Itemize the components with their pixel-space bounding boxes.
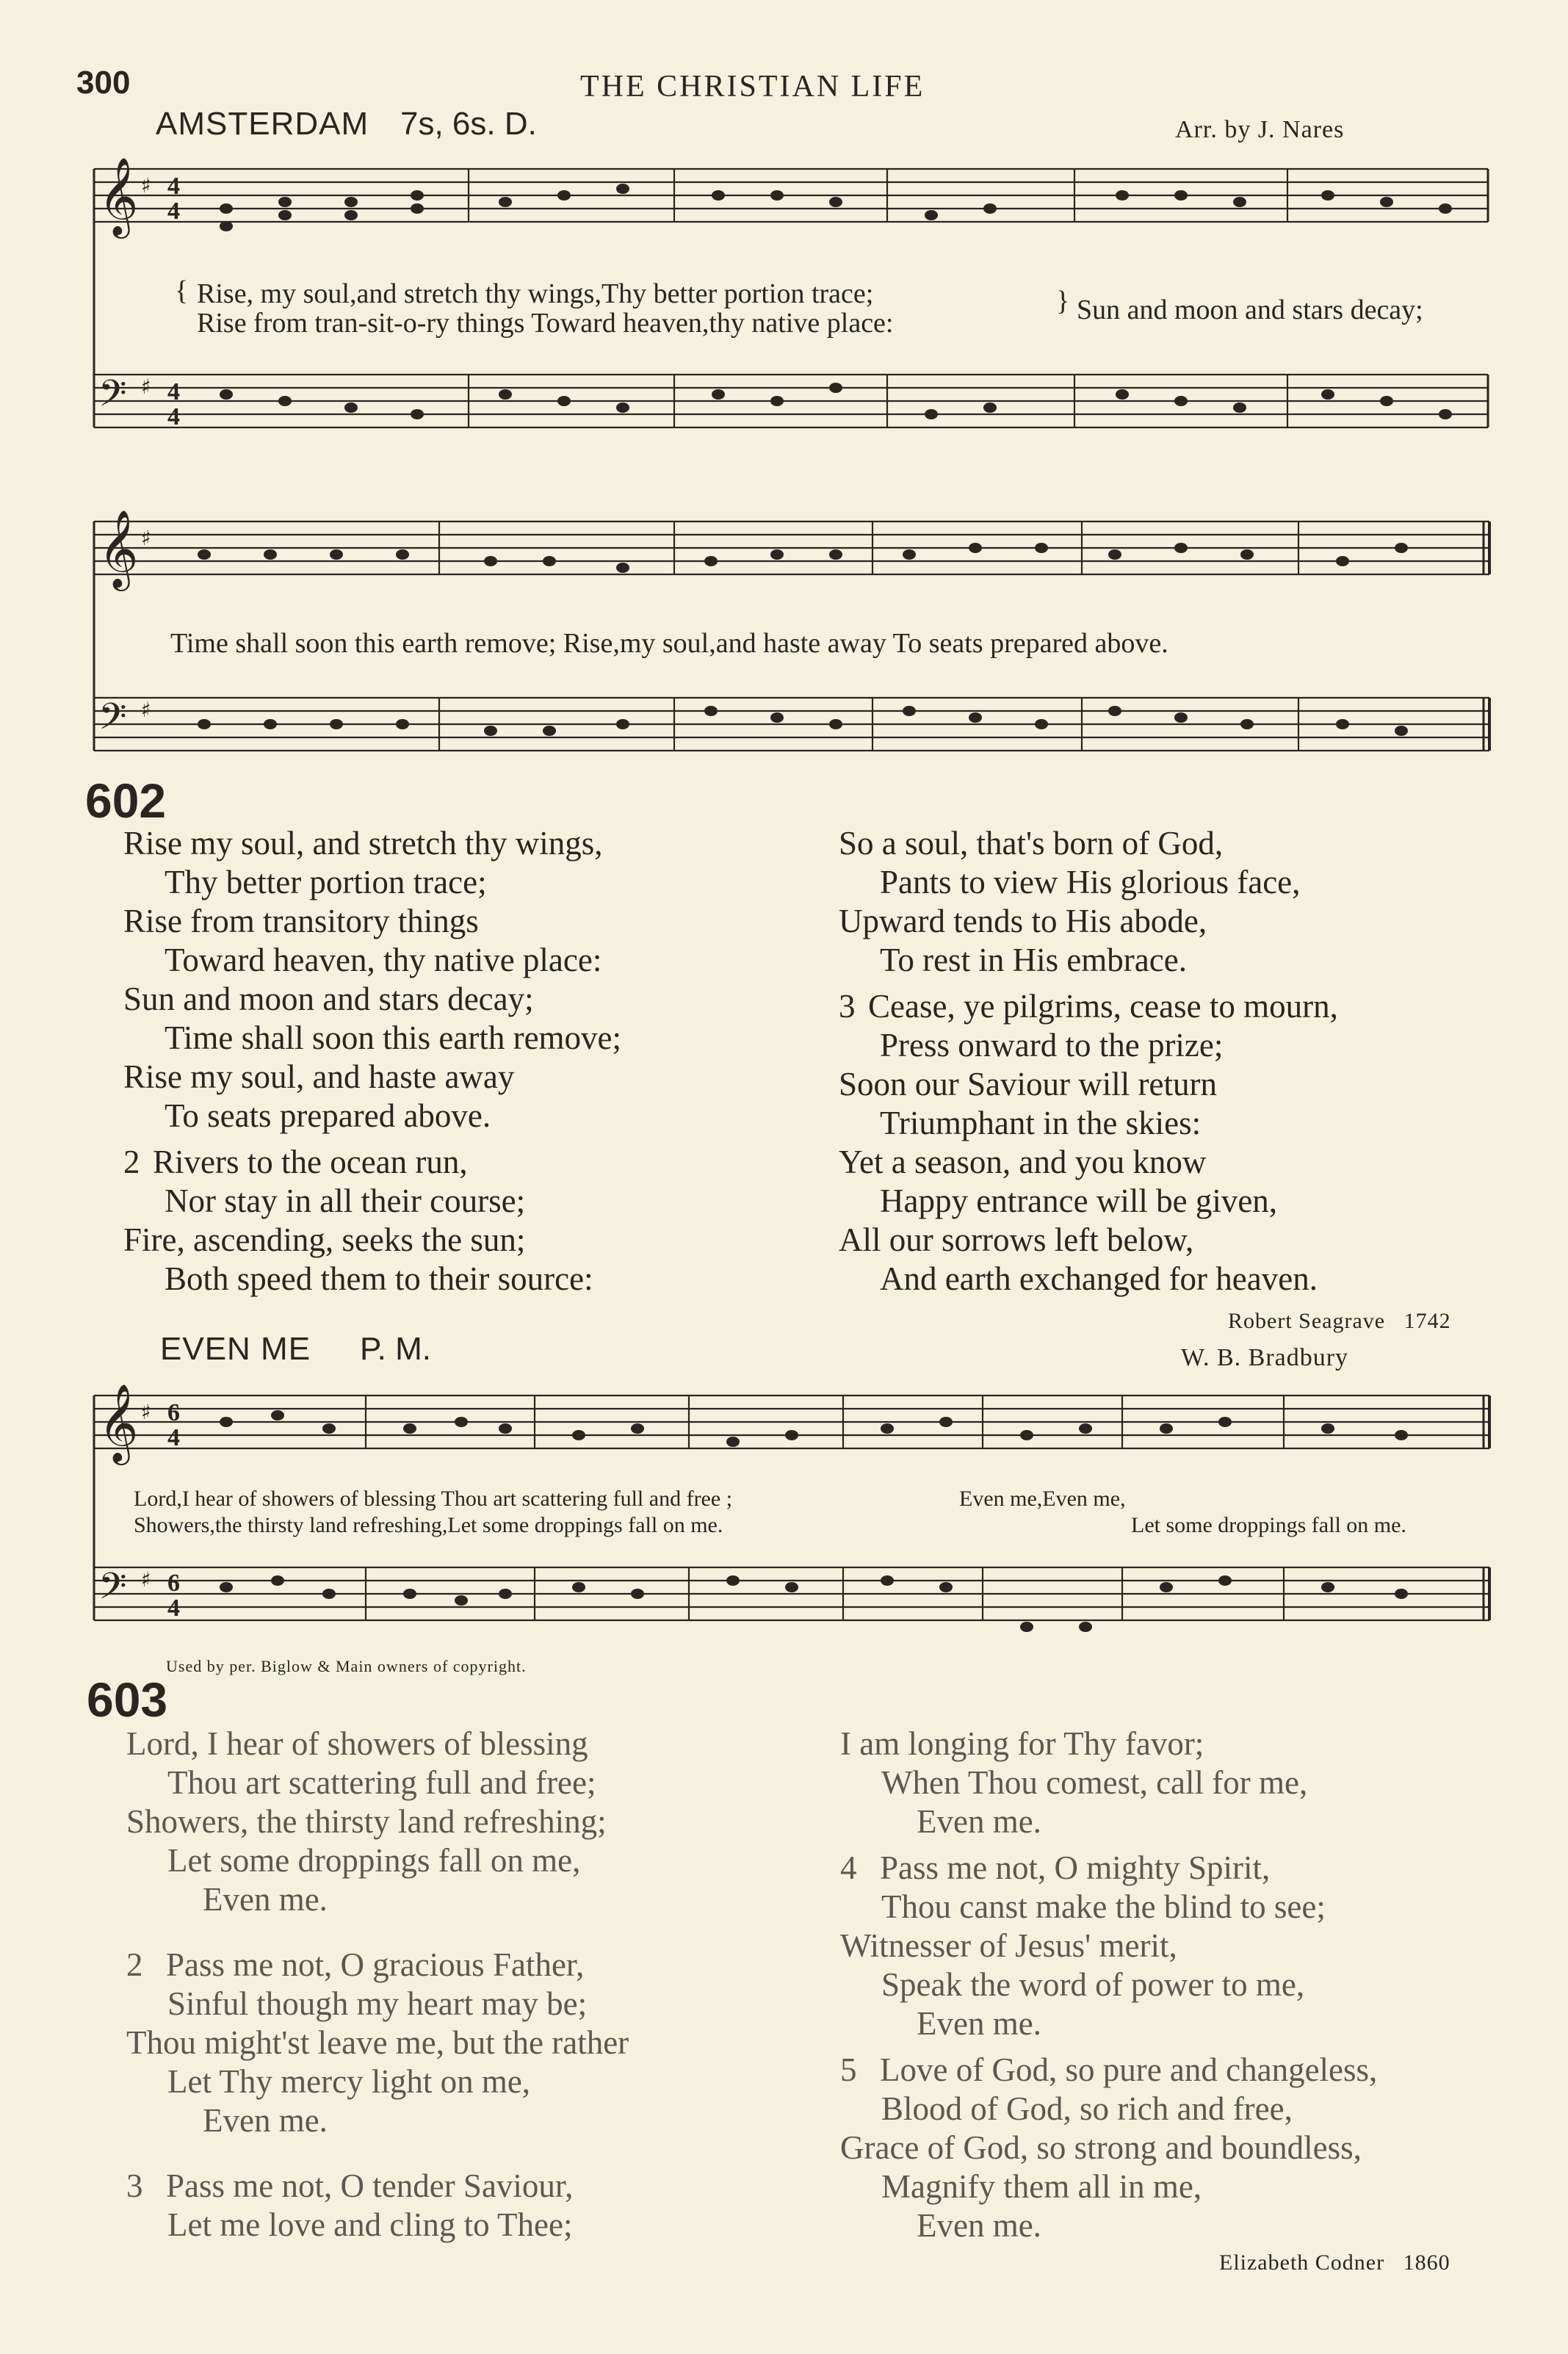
verse-line: Yet a season, and you know (839, 1144, 1207, 1180)
lyric-line-603-2: Showers,the thirsty land refreshing,Let some droppings fall on me. (134, 1513, 723, 1537)
hymn-number-602: 602 (85, 773, 167, 828)
stanza-number: 2 (126, 1946, 143, 1983)
lyric-line-602-2: Rise from tran-sit-o-ry things Toward heaven,thy native place: (197, 308, 894, 339)
verse-line: All our sorrows left below, (839, 1221, 1194, 1258)
svg-text:6: 6 (167, 1399, 180, 1426)
lyric-refrain-602: Sun and moon and stars decay; (1077, 295, 1423, 325)
svg-text:4: 4 (167, 1595, 180, 1622)
svg-text:6: 6 (167, 1570, 180, 1597)
stanza-number: 5 (840, 2051, 857, 2088)
svg-text:}: } (1056, 286, 1070, 317)
verse-line: Speak the word of power to me, (881, 1966, 1305, 2003)
svg-text:4: 4 (167, 403, 180, 430)
verse-line: Press onward to the prize; (880, 1027, 1224, 1064)
verse-line: Rise my soul, and stretch thy wings, (123, 825, 603, 862)
svg-text:𝄞: 𝄞 (98, 156, 139, 235)
verse-line: Magnify them all in me, (881, 2168, 1202, 2205)
verse-line: 5 Love of God, so pure and changeless, (840, 2051, 1378, 2088)
svg-text:4: 4 (167, 173, 180, 200)
verse-line: And earth exchanged for heaven. (880, 1260, 1318, 1297)
author-602: Robert Seagrave 1742 (1228, 1309, 1451, 1333)
stanza-number: 3 (839, 988, 856, 1025)
verse-line: Fire, ascending, seeks the sun; (123, 1221, 526, 1258)
svg-text:♯: ♯ (141, 375, 151, 399)
verse-line: Let some droppings fall on me, (167, 1842, 581, 1879)
hymn-number-603: 603 (87, 1672, 168, 1727)
verse-line: Nor stay in all their course; (165, 1183, 526, 1219)
svg-text:4: 4 (167, 198, 180, 225)
verse-line: Even me. (917, 1803, 1041, 1840)
verse-line: To seats prepared above. (165, 1097, 491, 1134)
verse-line: Happy entrance will be given, (880, 1183, 1278, 1219)
verse-line: Triumphant in the skies: (880, 1105, 1202, 1141)
tune-name-amsterdam: AMSTERDAM (156, 106, 369, 142)
svg-text:4: 4 (167, 1424, 180, 1451)
svg-text:𝄞: 𝄞 (98, 1383, 139, 1462)
verse-line: Rise from transitory things (123, 903, 479, 939)
verse-line: Pants to view His glorious face, (880, 864, 1301, 900)
verse-line: I am longing for Thy favor; (840, 1725, 1204, 1762)
verse-line: Thou might'st leave me, but the rather (126, 2024, 629, 2061)
lyric-line-602-1: Rise, my soul,and stretch thy wings,Thy better portion trace; (197, 278, 874, 309)
svg-text:♯: ♯ (141, 173, 151, 198)
svg-text:♯: ♯ (141, 698, 151, 722)
verse-line: Thou art scattering full and free; (167, 1764, 596, 1801)
page-number: 300 (76, 65, 131, 101)
lyric-refrain-603-2: Let some droppings fall on me. (1131, 1513, 1406, 1537)
verse-line: Let me love and cling to Thee; (167, 2206, 573, 2243)
hymn-602-right-column (839, 824, 1338, 1299)
verse-line: Toward heaven, thy native place: (165, 942, 602, 978)
verse-line: Even me. (203, 2102, 328, 2139)
verse-line: Sun and moon and stars decay; (123, 981, 534, 1017)
verse-line: So a soul, that's born of God, (839, 825, 1224, 862)
verse-line: Let Thy mercy light on me, (167, 2063, 531, 2100)
svg-text:𝄢: 𝄢 (98, 372, 127, 424)
lyric-line-602-3: Time shall soon this earth remove; Rise,my soul,and haste away To seats prepared above. (170, 628, 1168, 659)
verse-line: Blood of God, so rich and free, (881, 2090, 1293, 2127)
verse-line: Lord, I hear of showers of blessing (126, 1725, 588, 1762)
verse-line: 3 Pass me not, O tender Saviour, (126, 2167, 574, 2204)
hymn-603-right-column (840, 1725, 1377, 2245)
verse-line: Upward tends to His abode, (839, 903, 1207, 939)
svg-text:{: { (175, 275, 189, 306)
tune-name-even-me: EVEN ME (160, 1331, 311, 1367)
verse-line: Witnesser of Jesus' merit, (840, 1927, 1177, 1964)
verse-line: Showers, the thirsty land refreshing; (126, 1803, 607, 1840)
tune-meter: 7s, 6s. D. (400, 106, 537, 142)
svg-text:♯: ♯ (141, 1567, 151, 1592)
copyright-notice: Used by per. Biglow & Main owners of copyright. (166, 1657, 527, 1675)
verse-line: Soon our Saviour will return (839, 1066, 1217, 1102)
verse-line: To rest in His embrace. (880, 942, 1187, 978)
svg-text:♯: ♯ (141, 1400, 151, 1424)
lyric-refrain-603-1: Even me,Even me, (959, 1487, 1126, 1511)
svg-text:𝄢: 𝄢 (98, 1565, 127, 1617)
verse-line: Time shall soon this earth remove; (165, 1019, 622, 1056)
running-head: THE CHRISTIAN LIFE (580, 70, 925, 104)
verse-line: Grace of God, so strong and boundless, (840, 2129, 1362, 2166)
verse-line: When Thou comest, call for me, (881, 1764, 1308, 1801)
verse-line: Sinful though my heart may be; (167, 1985, 588, 2022)
svg-text:𝄢: 𝄢 (98, 696, 127, 747)
stanza-number: 4 (840, 1849, 857, 1886)
verse-line: Even me. (203, 1881, 328, 1918)
tune-meter: P. M. (360, 1331, 432, 1367)
verse-line: Even me. (917, 2005, 1041, 2042)
composer-credit: W. B. Bradbury (1181, 1344, 1349, 1371)
verse-line: 3 Cease, ye pilgrims, cease to mourn, (839, 988, 1338, 1025)
verse-line: 2 Pass me not, O gracious Father, (126, 1946, 585, 1983)
verse-line: Both speed them to their source: (165, 1260, 593, 1297)
verse-line: 4 Pass me not, O mighty Spirit, (840, 1849, 1271, 1886)
verse-line: Thou canst make the blind to see; (881, 1888, 1326, 1925)
hymn-603-left-column (126, 1725, 629, 2245)
verse-line: 2 Rivers to the ocean run, (123, 1144, 468, 1180)
arranger-credit: Arr. by J. Nares (1175, 116, 1345, 143)
lyric-line-603-1: Lord,I hear of showers of blessing Thou art scattering full and free ; (134, 1487, 733, 1511)
svg-text:𝄞: 𝄞 (98, 509, 139, 588)
author-603: Elizabeth Codner 1860 (1219, 2250, 1450, 2275)
stanza-number: 3 (126, 2167, 143, 2204)
svg-text:♯: ♯ (141, 526, 151, 550)
hymn-602-left-column (123, 824, 621, 1299)
verse-line: Even me. (917, 2207, 1041, 2244)
verse-line: Thy better portion trace; (165, 864, 487, 900)
stanza-number: 2 (123, 1144, 140, 1180)
svg-text:4: 4 (167, 378, 180, 405)
verse-line: Rise my soul, and haste away (123, 1058, 515, 1095)
